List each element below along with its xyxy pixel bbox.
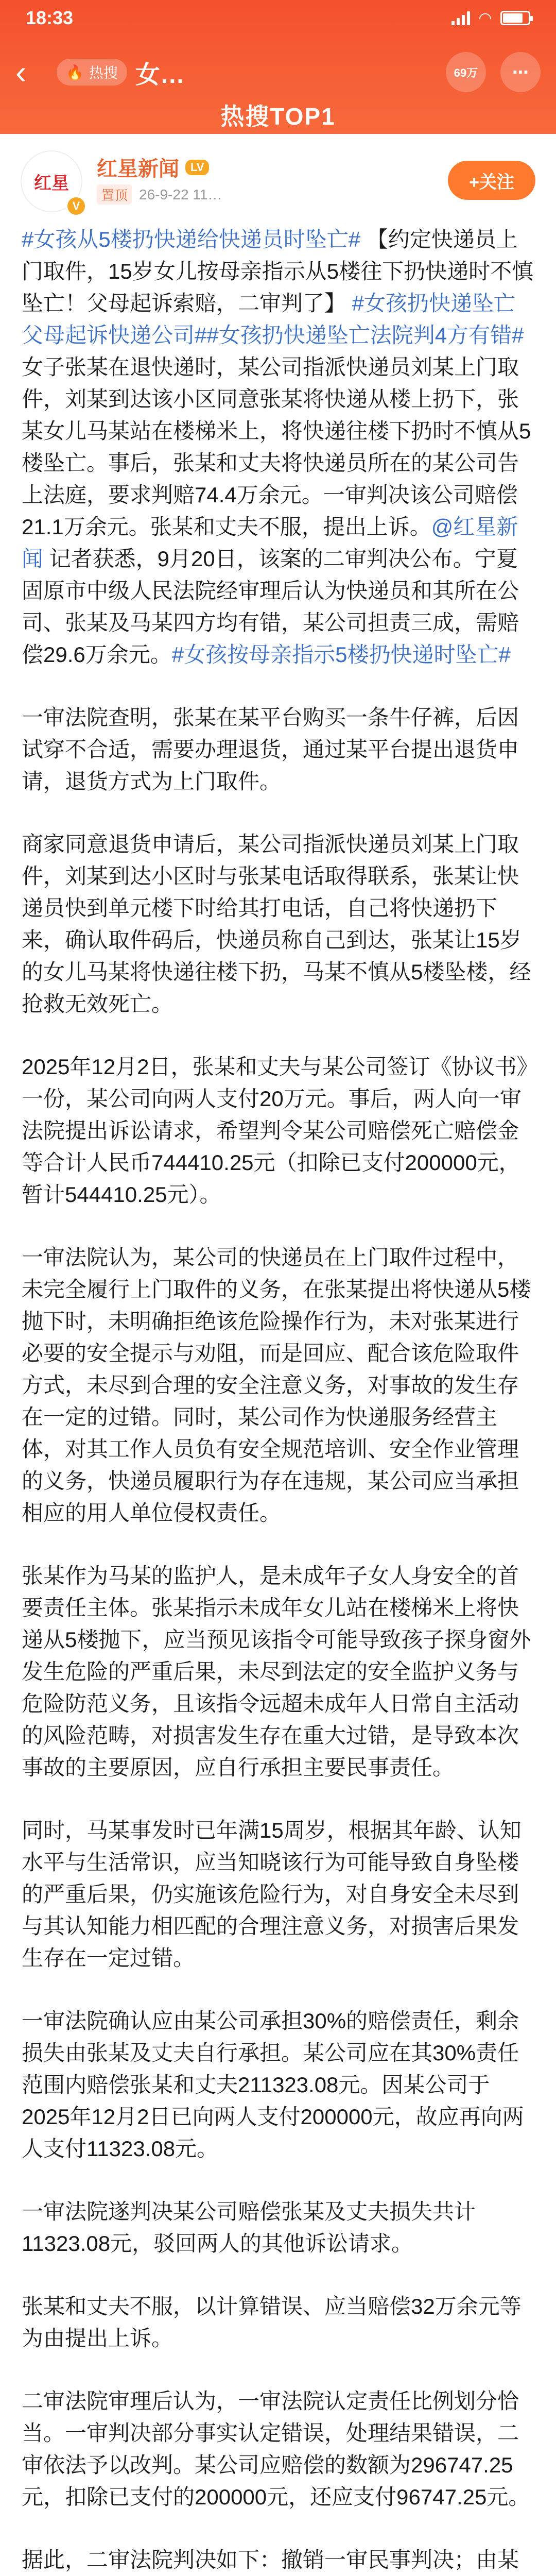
status-time: 18:33 <box>26 7 74 28</box>
post-meta <box>97 184 222 205</box>
back-arrow-icon[interactable]: ‹ <box>15 54 27 91</box>
author-row <box>21 150 535 212</box>
verified-badge-icon: V <box>66 196 86 216</box>
post-body <box>22 224 534 2576</box>
post-paragraph: 一审法院遂判决某公司赔偿张某及丈夫损失共计11323.08元，驳回两人的其他诉讼请求。 <box>22 2199 476 2256</box>
post-text: 【约定快递员上门取件，15岁女儿按母亲指示从5楼往下扔快递时不慎坠亡！父母起诉索赔，二审判了】 <box>22 227 534 315</box>
post-paragraph: 张某和丈夫不服，以计算错误、应当赔偿32万余元等为由提出上诉。 <box>22 2294 522 2350</box>
header <box>0 0 556 134</box>
post-paragraph: 张某作为马某的监护人，是未成年子女人身安全的首要责任主体。张某指示未成年女儿站在楼梯米上将快递从5楼抛下，应当预见该指令可能导致孩子探身窗外发生危险的严重后果，未尽到法定的安全监护义务与危险防范义务，且该指令远超未成年人日常自主活动的风险范畴，对损害发生存在重大过错，是导致本次事故的主要原因，应自行承担主要民事责任。 <box>22 1564 531 1780</box>
post-paragraph-lead <box>22 224 534 671</box>
hot-pill-label: 热搜 <box>89 65 118 81</box>
hashtag-link[interactable]: #女孩扔快递坠亡父母起诉快递公司# <box>22 291 516 347</box>
nav-icons <box>446 52 541 92</box>
hashtag-link[interactable]: @红星新闻 <box>22 515 518 571</box>
post-text: 记者获悉，9月20日，该案的二审判决公布。宁夏固原市中级人民法院经审理后认为快递员和其所在公司、张某及马某四方均有错，某公司担责三成，需赔偿29.6万余元。 <box>22 547 519 667</box>
battery-icon <box>500 11 530 25</box>
post-time: 26-9-22 11… <box>139 186 222 202</box>
hot-search-pill[interactable] <box>57 59 127 86</box>
post-paragraph: 据此，二审法院判决如下：撤销一审民事判决；由某 <box>22 2548 519 2572</box>
battery-fill <box>503 13 523 23</box>
post-paragraph: 一审法院确认应由某公司承担30%的赔偿责任，剩余损失由张某及丈夫自行承担。某公司应在其30%责任范围内赔偿张某和丈夫211323.08元。因某公司于2025年12月2日已向两人支付200000元，故应再向两人支付11323.08元。 <box>22 2009 524 2161</box>
more-icon[interactable]: ⋯ <box>500 52 541 92</box>
hashtag-link[interactable]: #女孩按母亲指示5楼扔快递时坠亡# <box>171 642 511 667</box>
author-name[interactable]: 红星新闻 LV <box>97 152 209 182</box>
nav-title: 女… <box>135 61 185 89</box>
avatar[interactable]: 红星 <box>21 150 82 212</box>
status-icons <box>451 9 530 27</box>
wifi-icon: ◠ <box>479 9 491 27</box>
post-paragraph: 二审法院审理后认为，一审法院认定责任比例划分恰当。一审判决部分事实认定错误，处理结果错误，二审依法予以改判。某公司应赔偿的数额为296747.25元，扣除已支付的200000元，还应支付96747.25元。 <box>22 2389 530 2509</box>
fire-icon: 🔥 <box>66 64 84 80</box>
signal-icon <box>451 11 470 25</box>
hashtag-link[interactable]: #女孩从5楼扔快递给快递员时坠亡# <box>22 227 361 251</box>
hashtag-link[interactable]: #女孩扔快递坠亡法院判4方有错# <box>206 323 524 347</box>
post-paragraph: 一审法院认为，某公司的快递员在上门取件过程中，未完全履行上门取件的义务，在张某提出将快递从5楼抛下时，未明确拒绝该危险操作行为，未对张某进行必要的安全提示与劝阻，而是回应、配合该危险取件方式，未尽到合理的安全注意义务，对事故的发生存在一定的过错。同时，某公司作为快递服务经营主体，对其工作人员负有安全规范培训、安全作业管理的义务，快递员履职行为存在违规，某公司应当承担相应的用人单位侵权责任。 <box>22 1245 531 1525</box>
nav-bar <box>0 41 556 103</box>
post-paragraph: 同时，马某事发时已年满15周岁，根据其年龄、认知水平与生活常识，应当知晓该行为可能导致自身坠楼的严重后果，仍实施该危险行为，对自身安全未尽到与其认知能力相匹配的合理注意义务，对损害后果发生存在一定过错。 <box>22 1818 522 1970</box>
post-paragraph: 商家同意退货申请后，某公司指派快递员刘某上门取件，刘某到达小区时与张某电话取得联系，张某让快递员快到单元楼下时给其打电话，自己将快递扔下来，确认取件码后，快递员称自己到达，张某让15岁的女儿马某将快递往楼下扔，马某不慎从5楼坠楼，经抢救无效死亡。 <box>22 832 531 1016</box>
hot-rank-label: 热搜TOP1 <box>220 103 336 130</box>
post-card <box>0 135 556 2576</box>
pinned-tag: 置顶 <box>97 184 132 205</box>
follow-button[interactable]: +关注 <box>448 161 535 200</box>
post-text: 女子张某在退快递时，某公司指派快递员刘某上门取件，刘某到达该小区同意张某将快递从楼上扔下，张某女儿马某站在楼梯米上，将快递往楼下扔时不慎从5楼坠亡。事后，张某和丈夫将快递员所在的某公司告上法庭，要求判赔74.4万余元。一审判决该公司赔偿21.1万余元。张某和丈夫不服，提出上诉。 <box>22 355 531 539</box>
status-bar <box>0 0 556 36</box>
level-badge: LV <box>185 160 209 175</box>
hot-count-icon[interactable]: 69万 <box>446 52 486 92</box>
post-paragraph: 一审法院查明，张某在某平台购买一条牛仔裤，后因试穿不合适，需要办理退货，通过某平台提出退货申请，退货方式为上门取件。 <box>22 705 519 793</box>
post-paragraph: 2025年12月2日，张某和丈夫与某公司签订《协议书》一份，某公司向两人支付20万元。事后，两人向一审法院提出诉讼请求，希望判令某公司赔偿死亡赔偿金等合计人民币744410.25元（扣除已支付200000元，暂计544410.25元）。 <box>22 1055 528 1207</box>
